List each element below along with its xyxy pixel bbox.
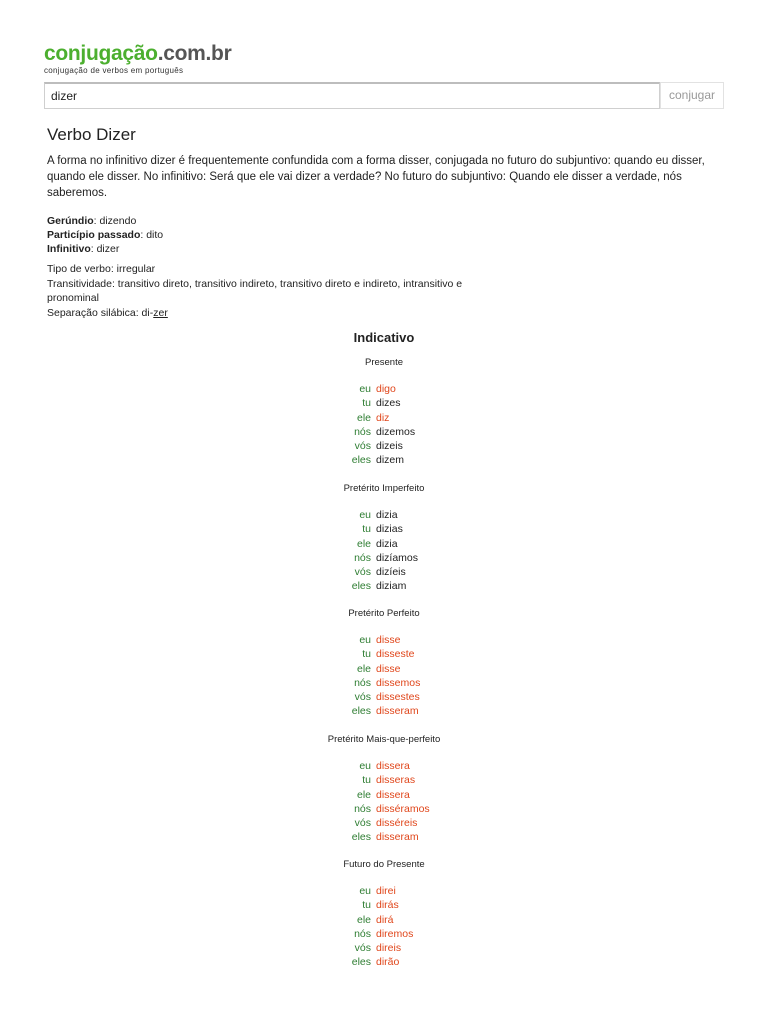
tense-title: Pretérito Imperfeito [343,483,425,494]
nominal-forms [47,214,717,256]
pronoun: nós [354,551,371,564]
pronoun: eles [351,831,371,844]
conjugation-row [0,773,768,787]
pronoun: ele [356,537,371,550]
conjugation-row [0,647,768,661]
verb-form-irregular: disseram [376,705,419,718]
pronoun: eu [359,634,371,646]
syllable-label: Separação silábica: di- [47,306,154,319]
verb-form: dizias [376,523,403,536]
verb-form: dizemos [376,425,416,438]
pronoun: eu [359,885,371,897]
verb-form-irregular: dissera [376,788,410,801]
conjugation-row [0,927,768,941]
pronoun: ele [356,913,371,926]
verb-form-irregular: disseram [376,831,419,844]
pronoun: eu [359,509,371,521]
conjugation-row [0,788,768,802]
search-bar [44,82,724,109]
site-logo[interactable] [44,42,231,75]
infinitive-value: : dizer [90,243,120,255]
conjugation-row [0,941,768,955]
verb-form-irregular: dirá [376,913,394,926]
search-input[interactable] [44,82,660,109]
pronoun: eles [351,454,371,467]
verb-form-irregular: disseste [376,648,415,661]
tense-block [0,734,768,845]
tense-block [0,483,768,594]
verb-form-irregular: disséramos [376,802,430,815]
pronoun: nós [354,676,371,689]
verb-form: dizíamos [376,551,419,564]
page-title: Verbo Dizer [47,125,136,144]
verb-form-irregular: dirás [376,899,399,912]
pronoun: eles [351,956,371,969]
conjugation-row [0,579,768,593]
conjugation-row [0,884,768,898]
conjugation-row [0,508,768,522]
pronoun: ele [356,411,371,424]
tense-title: Pretérito Perfeito [348,608,420,619]
pronoun: nós [354,425,371,438]
verb-form-irregular: direi [376,885,396,897]
verb-form: dizia [376,537,398,550]
verb-type: Tipo de verbo: irregular [47,263,156,275]
pronoun: tu [362,523,371,536]
pronoun: tu [362,397,371,410]
pronoun: vós [354,566,371,579]
verb-form-irregular: disse [376,634,401,646]
transitivity: Transitividade: transitivo direto, transitivo indireto, transitivo direto e indireto, intransitivo e pronominal [47,277,463,304]
conjugation-row [0,439,768,453]
conjugation-row [0,662,768,676]
tense-block [0,608,768,719]
pronoun: vós [354,691,371,704]
conjugation-row [0,396,768,410]
syllable-separation [47,306,717,321]
verb-form-irregular: dissemos [376,676,421,689]
verb-form: dizeis [376,440,403,453]
participle-value: : dito [140,229,164,241]
pronoun: eles [351,580,371,593]
conjugation-row [0,453,768,467]
logo-domain: .com.br [157,42,232,65]
conjugation-row [0,411,768,425]
pronoun: eu [359,760,371,772]
logo-main: conjugação [44,42,158,65]
conjugation-row [0,898,768,912]
pronoun: nós [354,927,371,940]
verb-form-irregular: diz [376,411,390,424]
verb-form: dizia [376,509,398,521]
conjugation-row [0,537,768,551]
conjugation-row [0,565,768,579]
logo-subtitle: conjugação de verbos em português [44,66,184,75]
conjugation-row [0,830,768,844]
logo-text [44,42,231,66]
tense-block [0,859,768,970]
tense-title: Futuro do Presente [343,859,425,870]
pronoun: eu [359,383,371,395]
conjugation-row [0,522,768,536]
conjugation-row [0,551,768,565]
conjugation-row [0,913,768,927]
gerund-label: Gerúndio [47,215,94,227]
participle-line [47,228,717,242]
conjugation-row [0,759,768,773]
conjugation-row [0,382,768,396]
pronoun: ele [356,788,371,801]
participle-label: Particípio passado [47,229,141,241]
tense-title: Pretérito Mais-que-perfeito [327,734,441,745]
pronoun: vós [354,440,371,453]
verb-form-irregular: diremos [376,927,414,940]
pronoun: tu [362,899,371,912]
mood-heading: Indicativo [353,330,415,345]
pronoun: tu [362,774,371,787]
conjugation-row [0,676,768,690]
conjugation-row [0,816,768,830]
pronoun: eles [351,705,371,718]
verb-form-irregular: disse [376,662,401,675]
verb-description: A forma no infinitivo dizer é frequentemente confundida com a forma disser, conjugada no futuro do subjuntivo: quando eu disser, quando ele disser. No infinitivo: Será que ele vai dizer a verdade? No futuro do subjuntivo: Quando ele disser a verdade, nós saberemos. [47,155,705,199]
conjugation-row [0,690,768,704]
infinitive-line [47,242,717,256]
verb-meta [47,262,717,320]
conjugation-row [0,802,768,816]
conjugation-row [0,633,768,647]
pronoun: ele [356,662,371,675]
gerund-line [47,214,717,228]
conjugate-button[interactable]: conjugar [660,82,724,109]
verb-form: dizíeis [376,566,406,579]
pronoun: tu [362,648,371,661]
verb-form-irregular: dissera [376,760,410,772]
syllable-link[interactable]: zer [153,306,168,319]
verb-form-irregular: direis [376,942,402,955]
pronoun: nós [354,802,371,815]
pronoun: vós [354,817,371,830]
verb-form-irregular: disséreis [376,817,418,830]
verb-form-irregular: dirão [376,956,400,969]
verb-form: diziam [376,580,407,593]
conjugation-row [0,955,768,969]
verb-form-irregular: digo [376,383,396,395]
verb-form-irregular: disseras [376,774,416,787]
gerund-value: : dizendo [93,215,137,227]
tense-block [0,357,768,468]
conjugation-row [0,704,768,718]
conjugation-row [0,425,768,439]
tense-title: Presente [364,357,404,368]
verb-form: dizem [376,454,405,467]
verb-info [47,124,717,320]
infinitive-label: Infinitivo [47,243,91,255]
pronoun: vós [354,942,371,955]
verb-form: dizes [376,397,401,410]
verb-form-irregular: dissestes [376,691,420,704]
